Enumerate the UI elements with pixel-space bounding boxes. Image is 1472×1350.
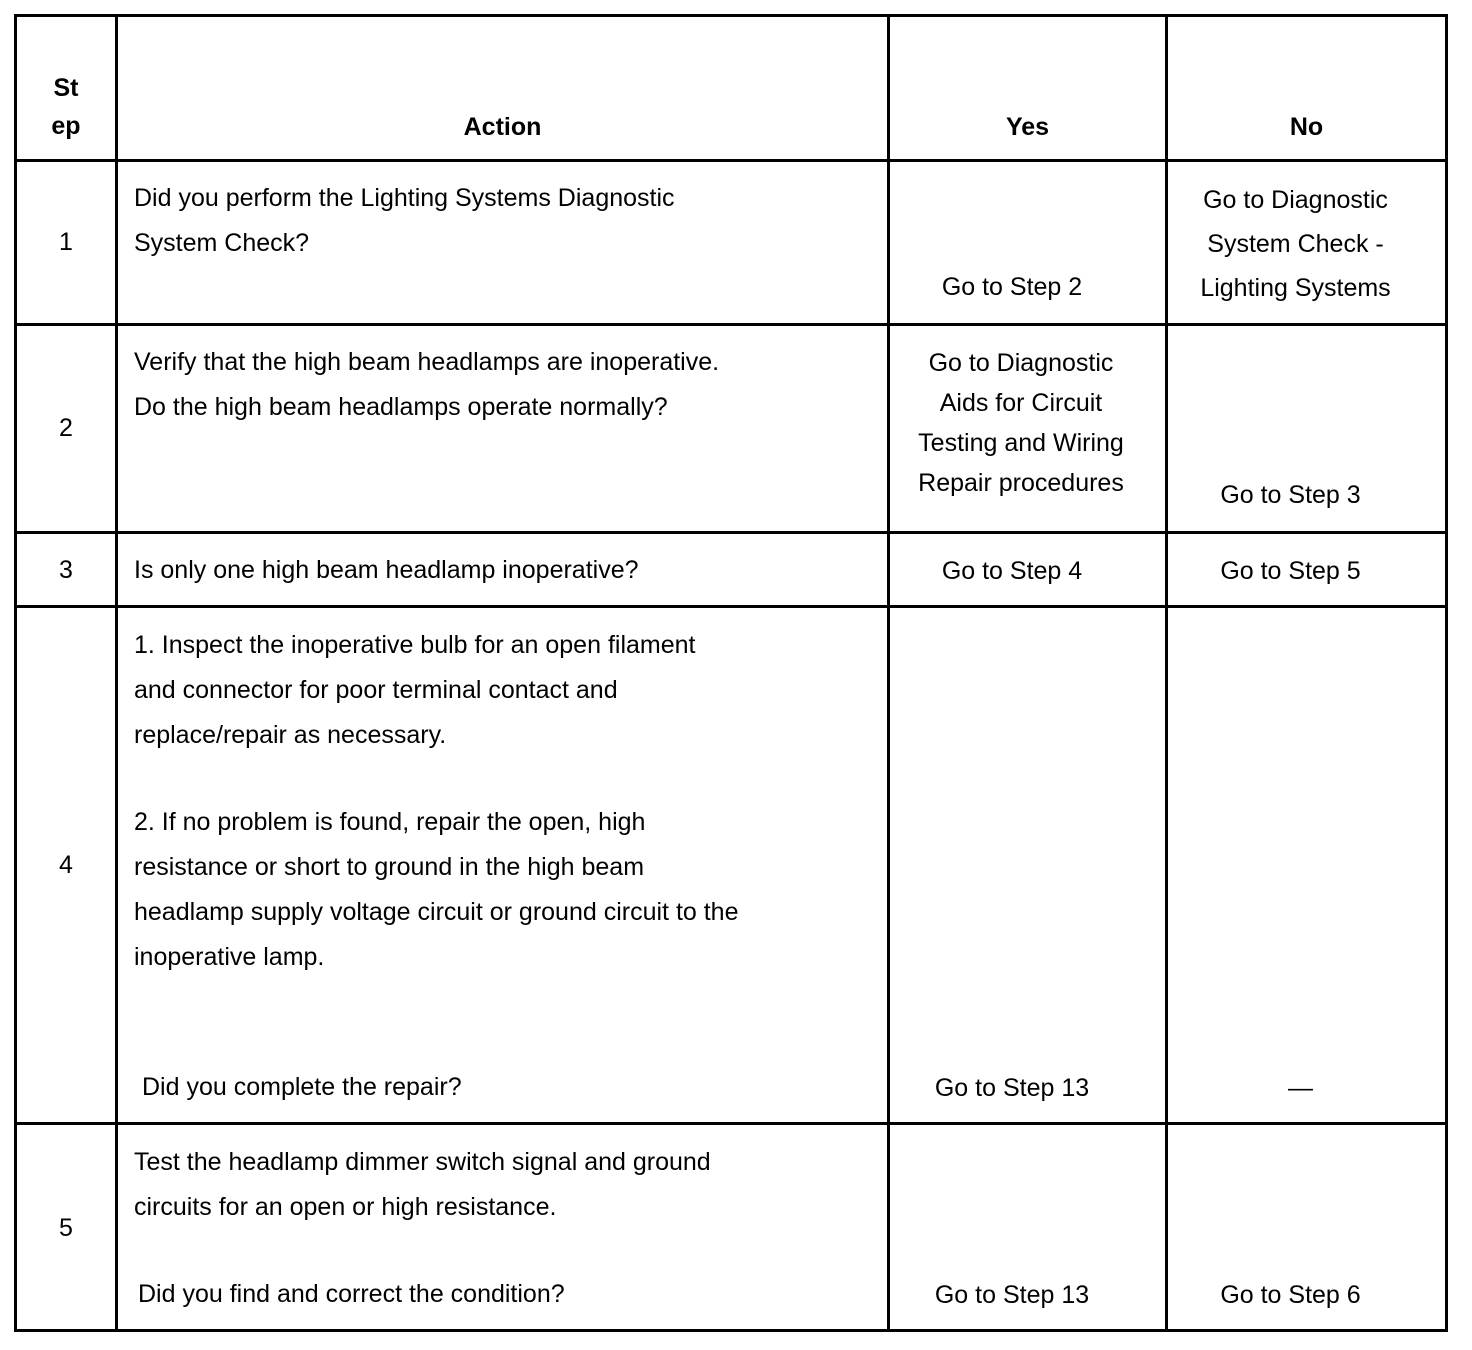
row-divider (14, 531, 1448, 534)
yes-result: Go to Step 2 (941, 273, 1083, 301)
no-result: Go to Step 5 (1220, 557, 1361, 585)
row-divider (14, 323, 1448, 326)
row-divider (14, 1122, 1448, 1125)
no-result: — (1288, 1074, 1313, 1102)
action-text: Verify that the high beam headlamps are inoperative. Do the high beam headlamps operate normally? (134, 348, 720, 421)
action-text: Is only one high beam headlamp inoperative? (134, 556, 639, 584)
step-number: 5 (59, 1214, 73, 1242)
column-divider (115, 14, 118, 1332)
no-result: Go to Step 6 (1220, 1281, 1361, 1309)
yes-result: Go to Step 13 (934, 1074, 1090, 1102)
header-step: St ep (51, 74, 81, 140)
row-divider (14, 605, 1448, 608)
no-result: Go to Step 3 (1220, 481, 1361, 509)
action-question: Did you find and correct the condition? (138, 1280, 565, 1308)
step-number: 2 (59, 414, 73, 442)
action-item: 2. If no problem is found, repair the open, high resistance or short to ground in the high beam headlamp supply voltage circuit or ground circuit to the inoperative lamp. (134, 808, 739, 971)
step-number: 1 (59, 228, 73, 256)
table-border-top (14, 14, 1448, 17)
action-text: Test the headlamp dimmer switch signal and ground circuits for an open or high resistance. (134, 1148, 711, 1221)
table-border-bottom (14, 1329, 1448, 1332)
table-border-right (1445, 14, 1448, 1332)
no-result: Go to Diagnostic System Check - Lighting Systems (1200, 186, 1391, 302)
header-action: Action (463, 113, 542, 141)
header-divider (14, 159, 1448, 162)
yes-result: Go to Diagnostic Aids for Circuit Testing and Wiring Repair procedures (918, 349, 1124, 497)
action-item: 1. Inspect the inoperative bulb for an open filament and connector for poor terminal contact and replace/repair as necessary. (134, 631, 696, 749)
diagnostic-table (14, 14, 1448, 1332)
yes-result: Go to Step 13 (934, 1281, 1090, 1309)
action-text: Did you perform the Lighting Systems Diagnostic System Check? (134, 184, 675, 257)
step-number: 3 (59, 556, 73, 584)
header-no: No (1289, 113, 1324, 141)
yes-result: Go to Step 4 (941, 557, 1083, 585)
table-border-left (14, 14, 17, 1332)
column-divider (887, 14, 890, 1332)
step-number: 4 (59, 851, 73, 879)
action-question: Did you complete the repair? (142, 1073, 462, 1101)
header-yes: Yes (1005, 113, 1050, 141)
